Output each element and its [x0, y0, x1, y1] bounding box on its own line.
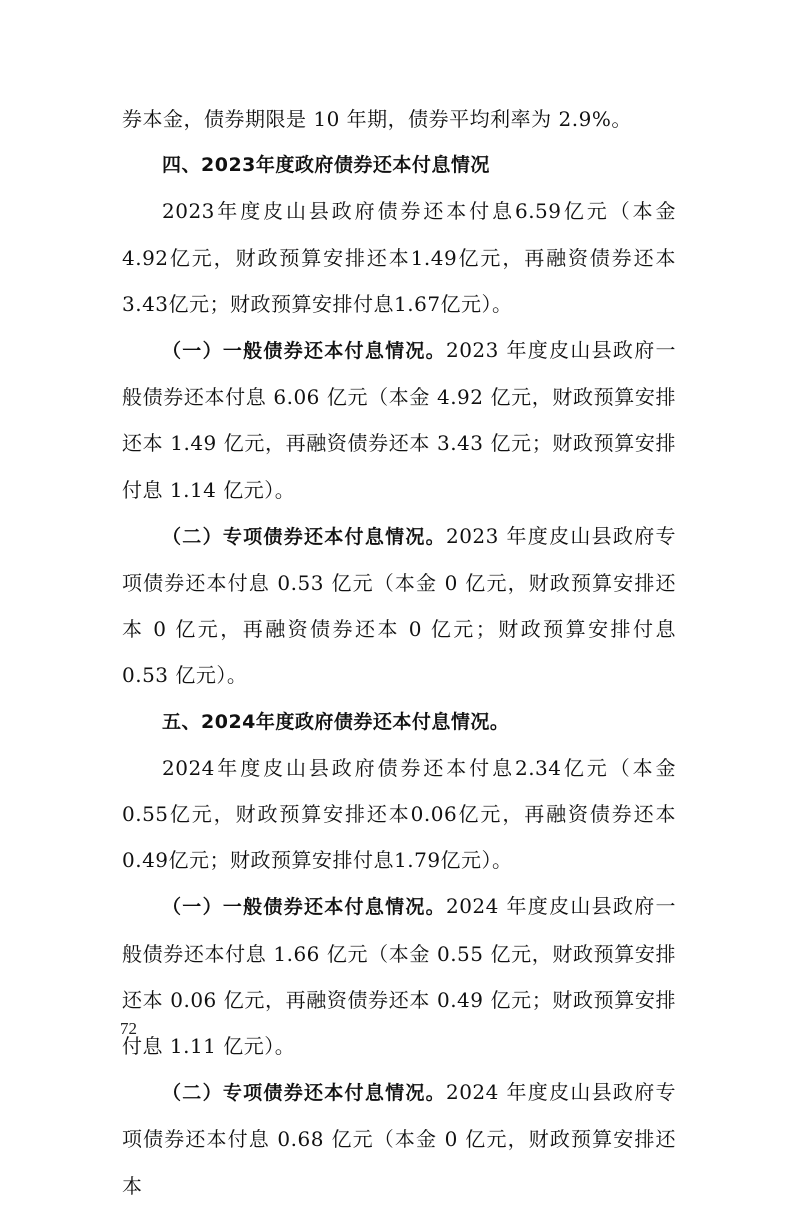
paragraph-text: 2024 年度皮山县政府专项债券还本付息 0.68 亿元（本金 0 亿元，财政预算安排还本 — [122, 1080, 676, 1198]
special-bond-paragraph-2024 — [122, 1069, 676, 1209]
paragraph-text: 2024年度皮山县政府债券还本付息2.34亿元（本金0.55亿元，财政预算安排还本0.06亿元，再融资债券还本0.49亿元；财政预算安排付息1.79亿元）。 — [122, 755, 676, 873]
section-heading-2024 — [122, 699, 676, 745]
paragraph-lead: （二）专项债券还本付息情况。 — [162, 525, 446, 548]
paragraph-lead: （二）专项债券还本付息情况。 — [162, 1082, 446, 1105]
page-number: 72 — [120, 1019, 137, 1038]
general-bond-paragraph-2023 — [122, 327, 676, 513]
continuation-paragraph — [122, 96, 676, 142]
heading-text: 五、2024年度政府债券还本付息情况。 — [162, 710, 510, 733]
general-bond-paragraph-2024 — [122, 883, 676, 1069]
paragraph-text: 2024 年度皮山县政府一般债券还本付息 1.66 亿元（本金 0.55 亿元，财政预算安排还本 0.06 亿元，再融资债券还本 0.49 亿元；财政预算安排付息 1.11 亿元）。 — [122, 894, 676, 1059]
special-bond-paragraph-2023 — [122, 513, 676, 699]
summary-paragraph-2024 — [122, 745, 676, 884]
paragraph-text: 券本金，债券期限是 10 年期，债券平均利率为 2.9%。 — [122, 107, 632, 131]
paragraph-text: 2023 年度皮山县政府专项债券还本付息 0.53 亿元（本金 0 亿元，财政预算安排还本 0 亿元，再融资债券还本 0 亿元；财政预算安排付息 0.53 亿元）。 — [122, 523, 676, 688]
paragraph-text: 2023 年度皮山县政府一般债券还本付息 6.06 亿元（本金 4.92 亿元，财政预算安排还本 1.49 亿元，再融资债券还本 3.43 亿元；财政预算安排付息 1.14 亿元）。 — [122, 338, 676, 502]
document-body — [122, 96, 676, 1209]
section-heading-2023 — [122, 142, 676, 188]
paragraph-lead: （一）一般债券还本付息情况。 — [162, 896, 446, 919]
paragraph-lead: （一）一般债券还本付息情况。 — [162, 340, 446, 363]
summary-paragraph-2023 — [122, 188, 676, 327]
paragraph-text: 2023年度皮山县政府债券还本付息6.59亿元（本金4.92亿元，财政预算安排还本1.49亿元，再融资债券还本3.43亿元；财政预算安排付息1.67亿元）。 — [122, 199, 676, 316]
heading-text: 四、2023年度政府债券还本付息情况 — [162, 154, 490, 177]
